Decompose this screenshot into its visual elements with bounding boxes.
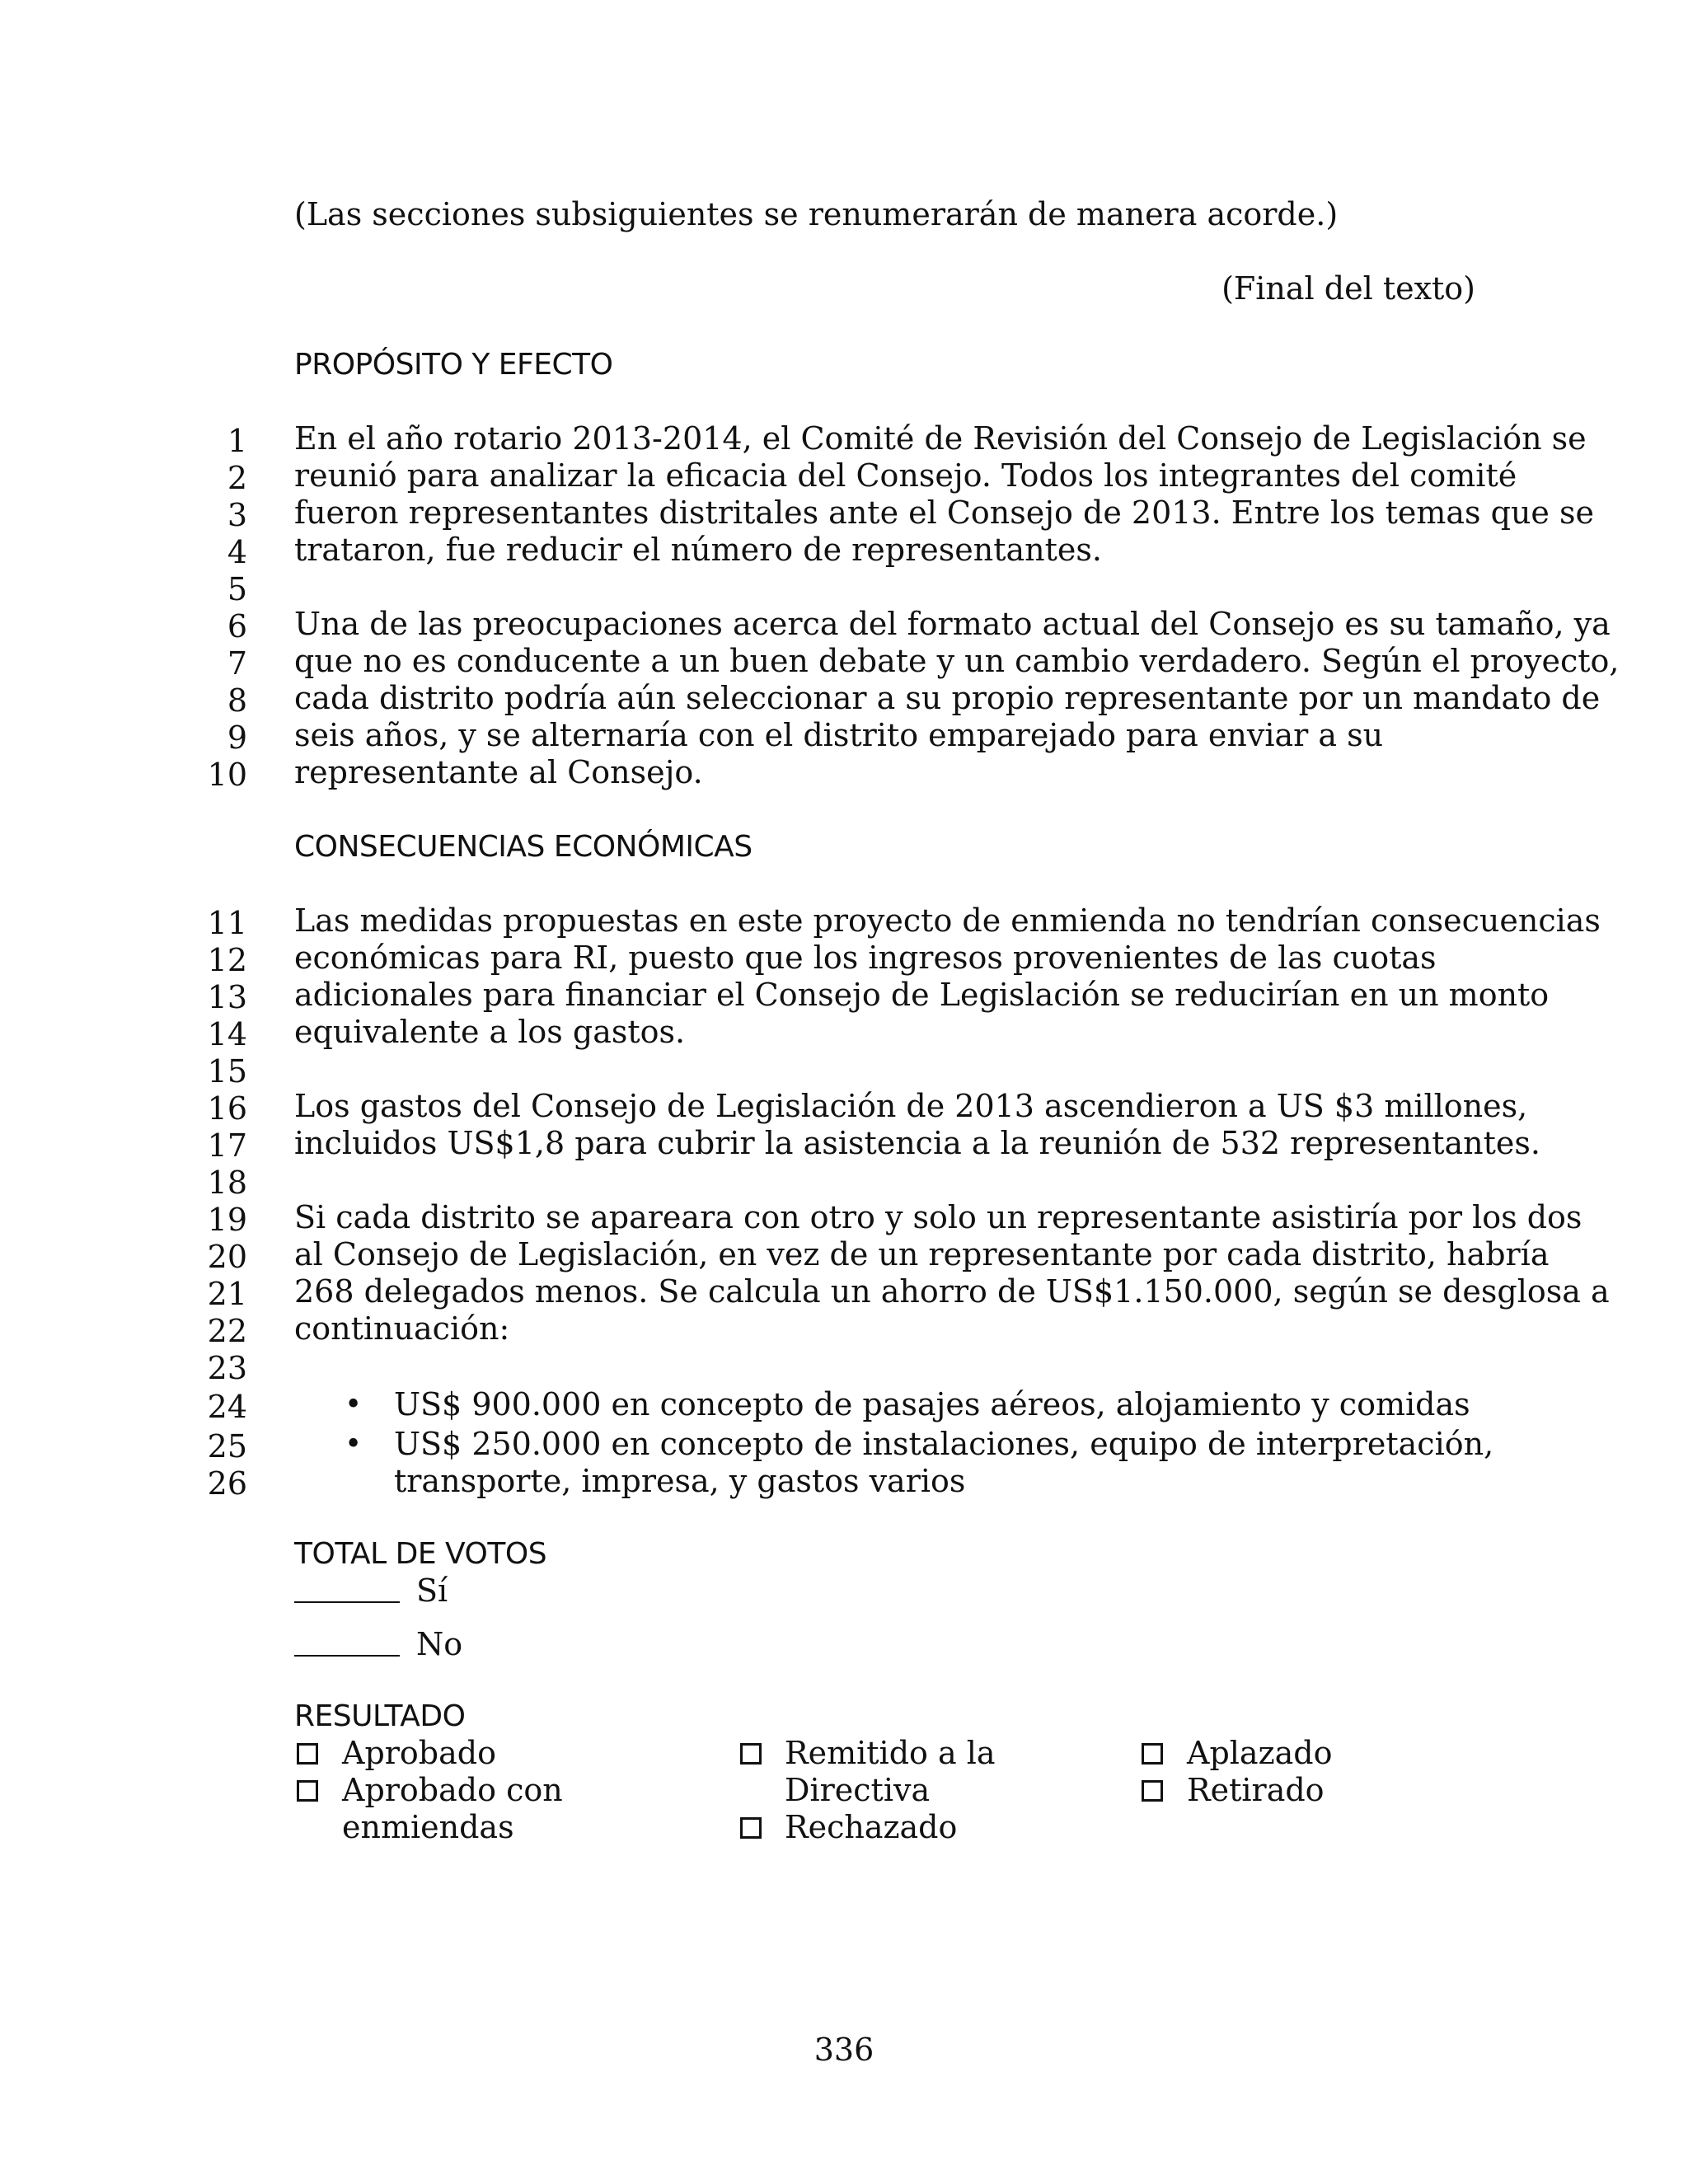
body-line: Los gastos del Consejo de Legislación de 2013 ascendieron a US $3 millones, (294, 1088, 1528, 1124)
body-line: fueron representantes distritales ante el Consejo de 2013. Entre los temas que se (294, 494, 1594, 531)
vote-yes-blank[interactable] (294, 1601, 400, 1603)
body-line: Si cada distrito se apareara con otro y solo un representante asistiría por los dos (294, 1199, 1582, 1235)
line-number: 11 (207, 905, 247, 941)
vote-no-blank[interactable] (294, 1655, 400, 1657)
bullet-item: US$ 900.000 en concepto de pasajes aéreos, alojamiento y comidas (394, 1386, 1470, 1422)
body-line: 268 delegados menos. Se calcula un ahorro de US$1.150.000, según se desglosa a (294, 1273, 1610, 1310)
bullet-icon: • (345, 1388, 363, 1422)
line-number: 9 (227, 719, 247, 756)
line-number: 12 (207, 942, 247, 978)
line-number: 1 (227, 423, 247, 459)
checkbox-label: Rechazado (785, 1809, 958, 1845)
checkbox-aplazado[interactable] (1142, 1743, 1163, 1765)
body-line: equivalente a los gastos. (294, 1014, 686, 1050)
body-line: económicas para RI, puesto que los ingresos provenientes de las cuotas (294, 940, 1437, 976)
body-line: reunió para analizar la eficacia del Consejo. Todos los integrantes del comité (294, 457, 1517, 494)
line-number: 6 (227, 608, 247, 644)
economic-heading: CONSECUENCIAS ECONÓMICAS (294, 830, 753, 864)
line-number: 2 (227, 460, 247, 496)
vote-yes-label: Sí (416, 1572, 448, 1609)
purpose-heading: PROPÓSITO Y EFECTO (294, 348, 613, 382)
checkbox-label-continuation: Directiva (785, 1772, 931, 1808)
body-line: continuación: (294, 1310, 510, 1347)
bullet-icon: • (345, 1427, 363, 1461)
checkbox-remitido-a-la-directiva[interactable] (740, 1743, 762, 1765)
line-number: 20 (207, 1239, 247, 1275)
checkbox-aprobado[interactable] (297, 1743, 318, 1765)
checkbox-label: Aprobado con (342, 1772, 563, 1808)
bullet-item-continuation: transporte, impresa, y gastos varios (394, 1463, 966, 1499)
checkbox-label: Remitido a la (785, 1735, 996, 1771)
body-line: Las medidas propuestas en este proyecto de enmienda no tendrían consecuencias (294, 902, 1601, 939)
line-number: 8 (227, 682, 247, 719)
result-heading: RESULTADO (294, 1699, 466, 1733)
body-line: seis años, y se alternaría con el distrito emparejado para enviar a su (294, 717, 1384, 753)
line-number: 15 (207, 1053, 247, 1090)
body-line: al Consejo de Legislación, en vez de un representante por cada distrito, habría (294, 1236, 1550, 1272)
line-number: 23 (207, 1350, 247, 1386)
line-number: 7 (227, 645, 247, 682)
line-number: 18 (207, 1165, 247, 1201)
bullet-item: US$ 250.000 en concepto de instalaciones, equipo de interpretación, (394, 1426, 1494, 1462)
vote-no-label: No (416, 1626, 463, 1662)
line-number: 5 (227, 571, 247, 607)
checkbox-label: Retirado (1187, 1772, 1325, 1808)
end-note: (Final del texto) (1221, 270, 1475, 307)
checkbox-retirado[interactable] (1142, 1780, 1163, 1802)
line-number: 21 (207, 1276, 247, 1312)
body-line: cada distrito podría aún seleccionar a su propio representante por un mandato de (294, 680, 1601, 716)
body-line: que no es conducente a un buen debate y un cambio verdadero. Según el proyecto, (294, 643, 1620, 679)
line-number: 13 (207, 979, 247, 1015)
checkbox-aprobado-con-enmiendas[interactable] (297, 1780, 318, 1802)
checkbox-rechazado[interactable] (740, 1817, 762, 1839)
intro-note: (Las secciones subsiguientes se renumerarán de manera acorde.) (294, 196, 1339, 232)
line-number: 17 (207, 1127, 247, 1164)
page-number: 336 (814, 2032, 874, 2068)
checkbox-label-continuation: enmiendas (342, 1809, 514, 1845)
line-number: 22 (207, 1313, 247, 1349)
body-line: trataron, fue reducir el número de representantes. (294, 532, 1102, 568)
line-number: 25 (207, 1428, 247, 1465)
body-line: incluidos US$1,8 para cubrir la asistencia a la reunión de 532 representantes. (294, 1125, 1540, 1161)
line-number: 14 (207, 1016, 247, 1052)
body-line: En el año rotario 2013-2014, el Comité de Revisión del Consejo de Legislación se (294, 420, 1587, 457)
line-number: 24 (207, 1389, 247, 1425)
line-number: 4 (227, 534, 247, 570)
votes-heading: TOTAL DE VOTOS (294, 1537, 547, 1571)
body-line: adicionales para financiar el Consejo de Legislación se reducirían en un monto (294, 977, 1550, 1013)
checkbox-label: Aplazado (1187, 1735, 1333, 1771)
line-number: 26 (207, 1465, 247, 1502)
line-number: 3 (227, 497, 247, 533)
body-line: Una de las preocupaciones acerca del formato actual del Consejo es su tamaño, ya (294, 606, 1611, 642)
body-line: representante al Consejo. (294, 754, 703, 790)
line-number: 10 (207, 757, 247, 793)
line-number: 19 (207, 1202, 247, 1238)
line-number: 16 (207, 1090, 247, 1127)
checkbox-label: Aprobado (342, 1735, 496, 1771)
